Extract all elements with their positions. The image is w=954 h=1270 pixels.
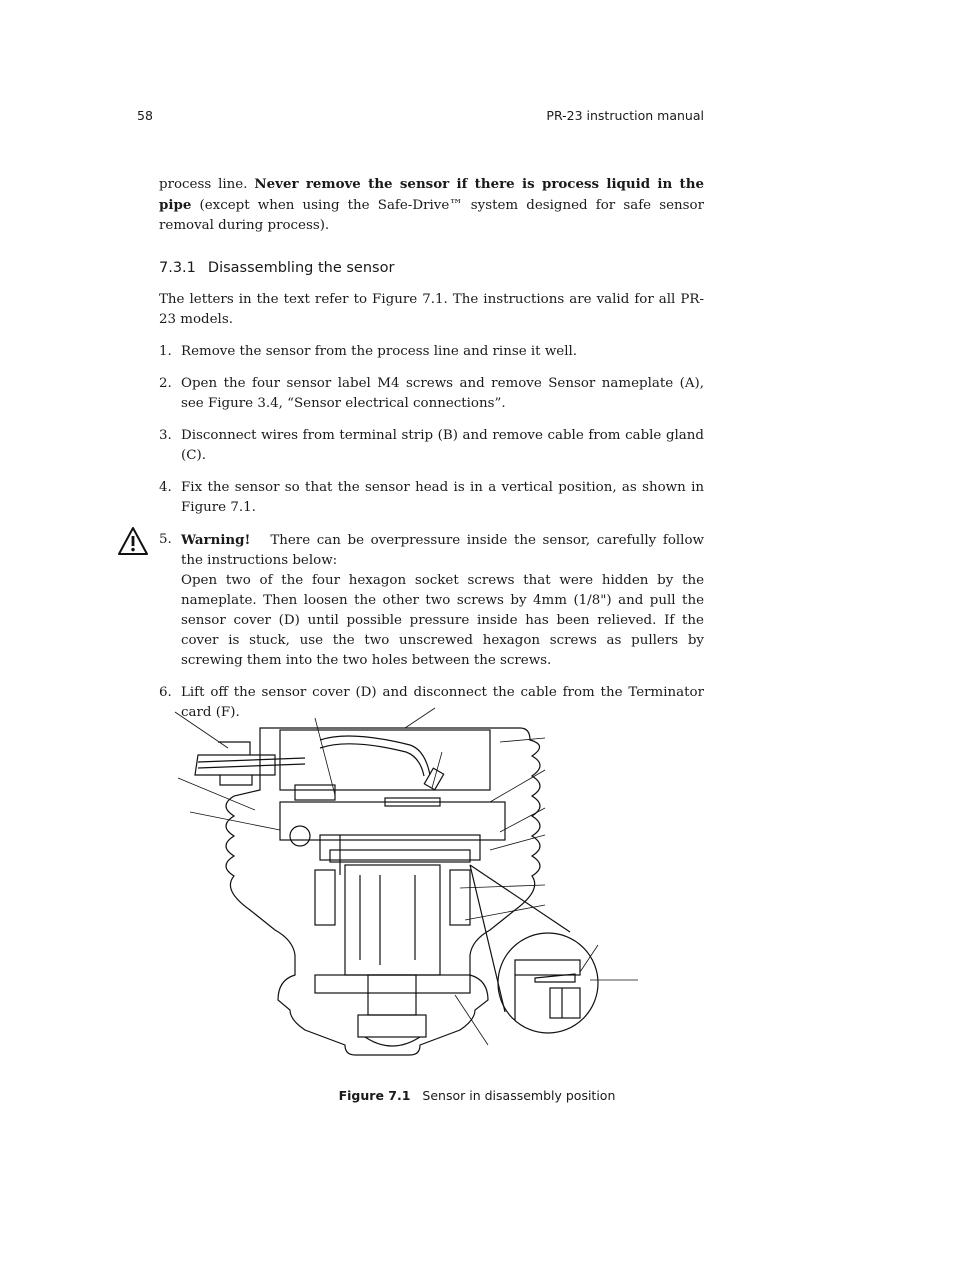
terminator-card [280, 802, 505, 840]
step-item: 6. Lift off the sensor cover (D) and disconnect the cable from the Terminator card (F). [159, 685, 704, 720]
figure-caption-text: Sensor in disassembly position [422, 1088, 616, 1103]
section-intro: The letters in the text refer to Figure 7.1. The instructions are valid for all PR-23 models. [159, 292, 704, 327]
step-item: 2. Open the four sensor label M4 screws and remove Sensor nameplate (A), see Figure 3.4, “Sensor electrical connections”. [159, 376, 704, 411]
page-number: 58 [137, 108, 153, 123]
detail-magnifier [498, 933, 598, 1033]
housing-outline [226, 728, 540, 1055]
manual-title: PR-23 instruction manual [546, 108, 704, 123]
page-header [137, 108, 704, 126]
step-item: 3. Disconnect wires from terminal strip (B) and remove cable from cable gland (C). [159, 428, 704, 463]
step-item: 1. Remove the sensor from the process line and rinse it well. [159, 344, 578, 359]
intro-warning-bold: Never remove the sensor if there is process liquid in the pipe [159, 176, 704, 213]
section-number: 7.3.1 [159, 260, 196, 276]
section-heading [159, 258, 704, 278]
step-item-warning: 5. Warning! There can be overpressure inside the sensor, carefully follow the instructions below: Open two of the four hexagon socket screws that were hidden by the nameplate. Then loosen the other two screws by 4mm (1/8") and pull the sensor cover (D) until possible pressure inside has been relieved. If the cover is stuck, use the two unscrewed hexagon screws as pullers by screwing them into the two holes between the screws. [159, 530, 704, 671]
figure-label: Figure 7.1 [338, 1088, 411, 1103]
sensor-disassembly-figure [170, 700, 640, 1060]
warning-label: Warning! [181, 532, 251, 548]
disassembly-steps [159, 342, 704, 723]
leader-lines [175, 708, 638, 1045]
warning-detail: Open two of the four hexagon socket screws that were hidden by the nameplate. Then loosen the other two screws by 4mm (1/8") and pull the sensor cover (D) until possible pressure inside has been relieved. If the cover is stuck, use the two unscrewed hexagon screws as pullers by screwing them into the two holes between the screws. [181, 573, 704, 668]
section-title: Disassembling the sensor [207, 260, 395, 276]
step-item: 4. Fix the sensor so that the sensor head is in a vertical position, as shown in Figure 7.1. [159, 480, 704, 515]
figure-caption [0, 1088, 954, 1103]
warning-triangle-icon [117, 526, 149, 556]
sensor-core [345, 865, 440, 975]
intro-paragraph: process line. Never remove the sensor if there is process liquid in the pipe (except when using the Safe-Drive™ system designed for safe sensor removal during process). [159, 176, 704, 233]
page-content [159, 174, 704, 735]
